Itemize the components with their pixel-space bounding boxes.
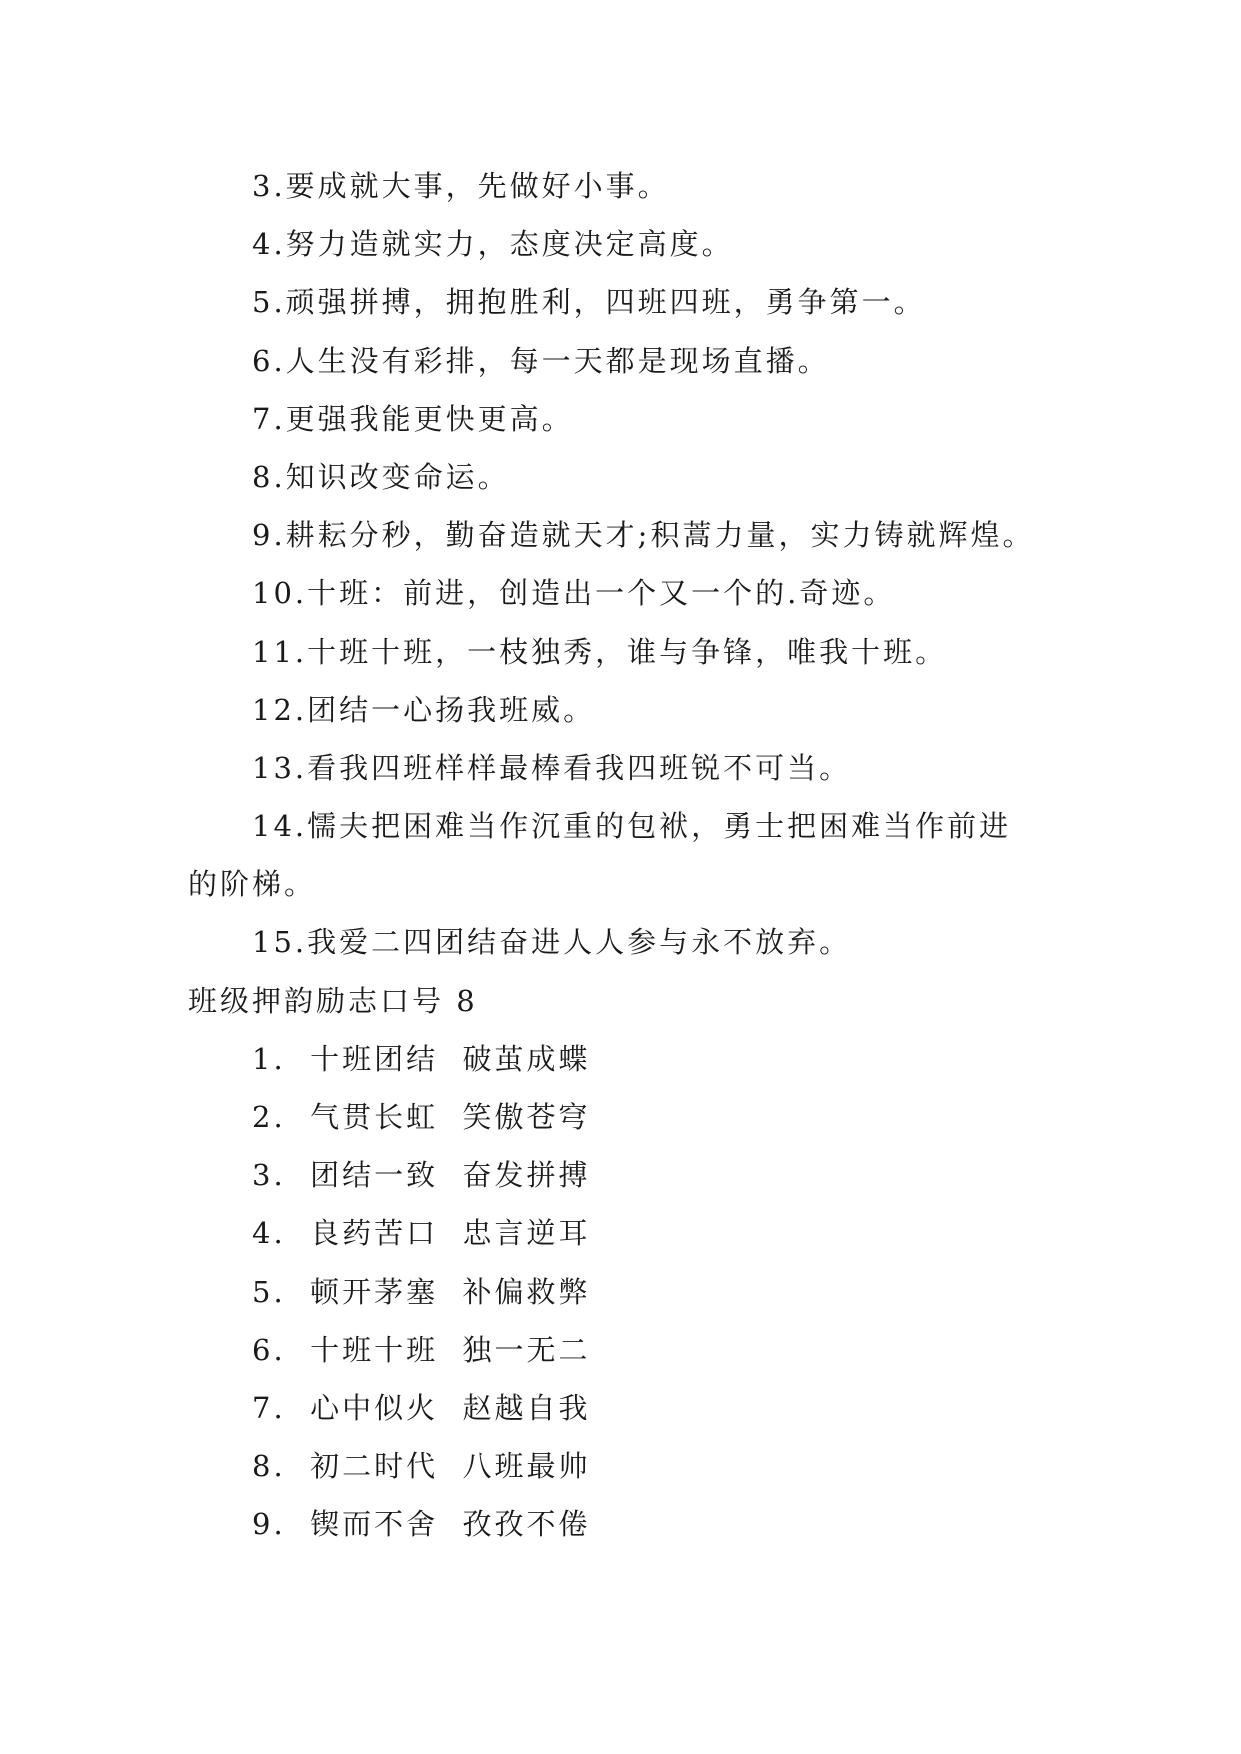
rhyme-slogan-line: 7. 心中似火 赵越自我 (252, 1390, 591, 1425)
rhyme-slogan-line: 9. 锲而不舍 孜孜不倦 (252, 1507, 591, 1542)
document-body (188, 157, 1068, 1554)
slogan-line: 4.努力造就实力，态度决定高度。 (252, 227, 734, 262)
slogan-line: 10.十班：前进，创造出一个又一个的.奇迹。 (252, 576, 896, 611)
rhyme-slogan-line: 4. 良药苦口 忠言逆耳 (252, 1216, 591, 1251)
slogan-line-15: 15.我爱二四团结奋进人人参与永不放弃。 (252, 925, 852, 960)
rhyme-slogan-line: 2. 气贯长虹 笑傲苍穹 (252, 1100, 591, 1134)
rhyme-slogan-line: 1. 十班团结 破茧成蝶 (252, 1041, 591, 1076)
slogan-line-14-part1: 14.懦夫把困难当作沉重的包袱，勇士把困难当作前进 (252, 809, 1012, 844)
slogan-line: 5.顽强拼搏，拥抱胜利，四班四班，勇争第一。 (252, 285, 926, 320)
rhyme-slogan-line: 3. 团结一致 奋发拼搏 (252, 1158, 591, 1193)
slogan-line: 9.耕耘分秒，勤奋造就天才;积蒿力量，实力铸就辉煌。 (252, 518, 1035, 553)
slogan-line: 12.团结一心扬我班威。 (252, 692, 596, 727)
rhyme-slogan-line: 6. 十班十班 独一无二 (252, 1332, 591, 1367)
rhyme-slogan-line: 5. 顿开茅塞 补偏救弊 (252, 1274, 591, 1309)
slogan-line: 6.人生没有彩排，每一天都是现场直播。 (252, 343, 830, 378)
slogan-line: 13.看我四班样样最棒看我四班锐不可当。 (252, 750, 852, 785)
section-heading: 班级押韵励志口号 8 (188, 983, 478, 1018)
slogan-line: 8.知识改变命运。 (252, 459, 510, 494)
slogan-line: 11.十班十班，一枝独秀，谁与争锋，唯我十班。 (252, 634, 948, 669)
slogan-line: 7.更强我能更快更高。 (252, 401, 574, 436)
slogan-line-14-part2: 的阶梯。 (188, 867, 317, 902)
rhyme-slogan-line: 8. 初二时代 八班最帅 (252, 1449, 591, 1484)
slogan-line: 3.要成就大事，先做好小事。 (252, 169, 670, 203)
